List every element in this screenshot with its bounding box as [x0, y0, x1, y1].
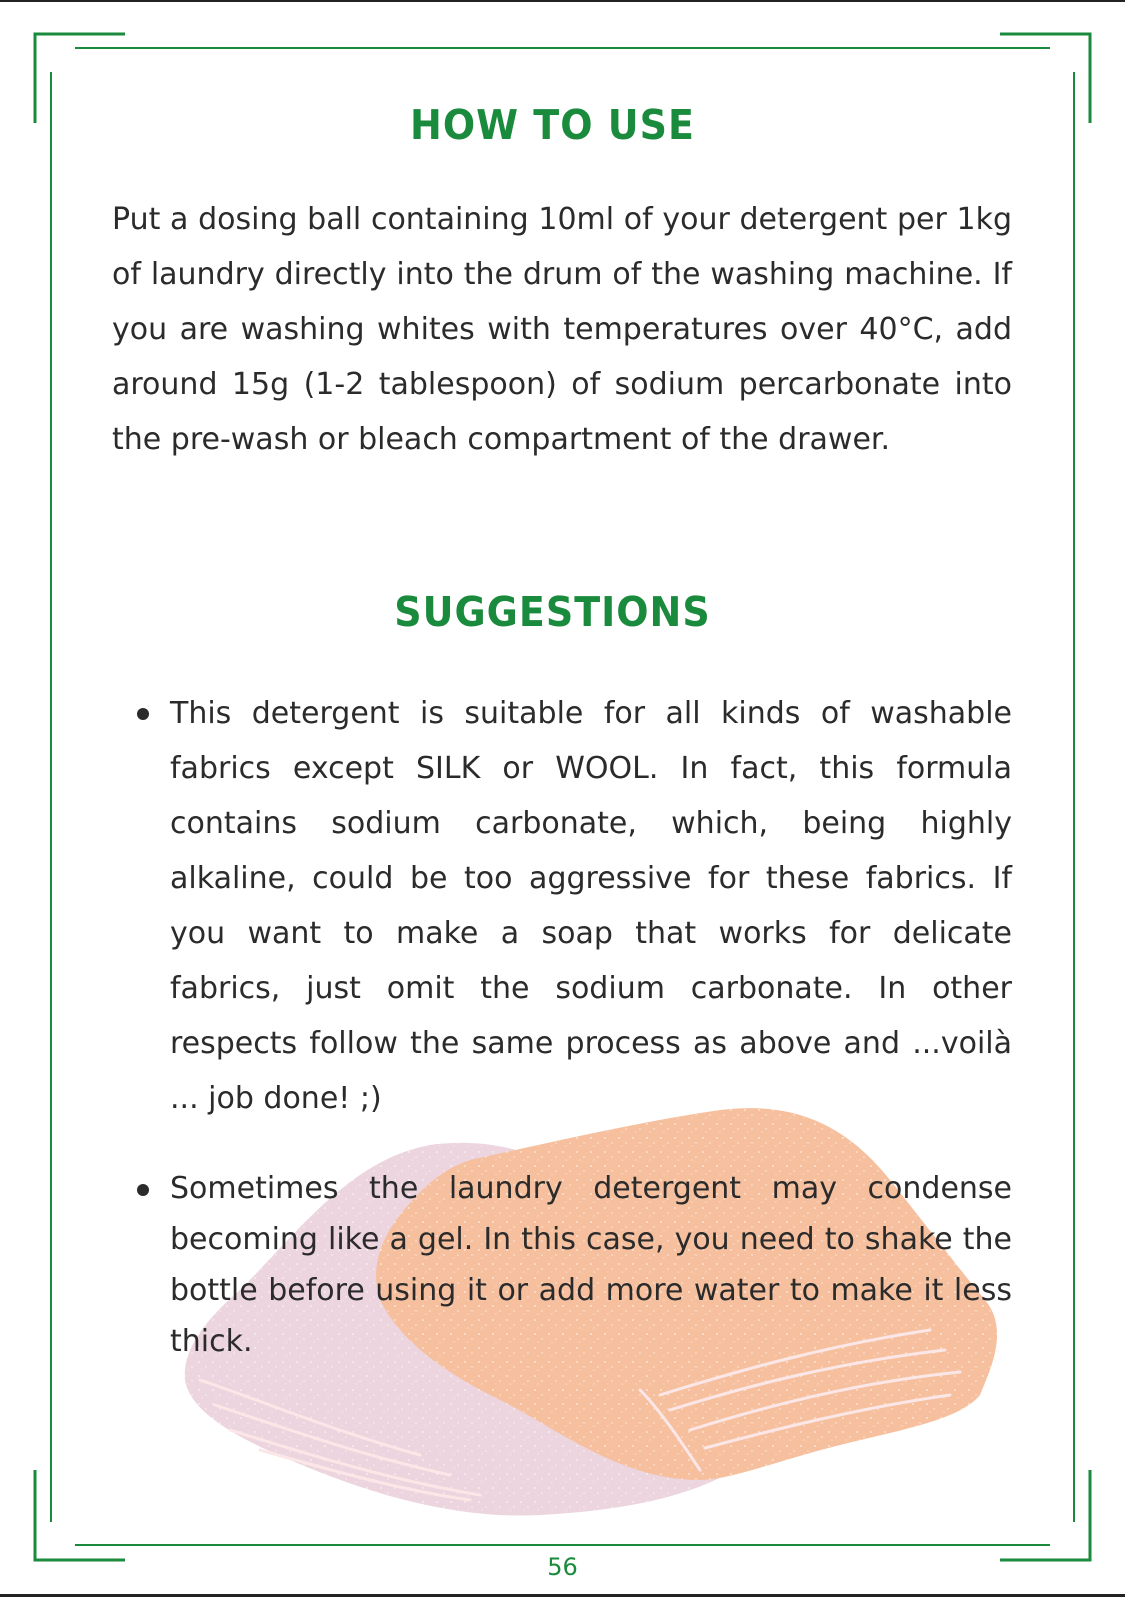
bullet-icon: [137, 708, 149, 720]
suggestion-text: This detergent is suitable for all kinds of washable fabrics except SILK or WOOL. In fact, this formula contains sodium carbonate, which, being highly alkaline, could be too aggressive for these fabrics. If you want to make a soap that works for delicate fabrics, just omit the sodium carbonate. In other respects follow the same process as above and ...voilà ... job done! ;): [170, 696, 1012, 1116]
how-to-use-heading: HOW TO USE: [410, 101, 695, 149]
list-item: [170, 1163, 1012, 1367]
suggestions-heading: SUGGESTIONS: [394, 588, 711, 636]
bullet-icon: [137, 1184, 149, 1196]
suggestion-text: Sometimes the laundry detergent may condense becoming like a gel. In this case, you need to shake the bottle before using it or add more water to make it less thick.: [170, 1171, 1012, 1359]
how-to-use-paragraph: Put a dosing ball containing 10ml of your detergent per 1kg of laundry directly into the drum of the washing machine. If you are washing whites with temperatures over 40°C, add around 15g (1-2 tablespoon) of sodium percarbonate into the pre-wash or bleach compartment of the drawer.: [112, 202, 1012, 457]
page-number: 56: [547, 1553, 578, 1581]
list-item: [170, 686, 1012, 1126]
